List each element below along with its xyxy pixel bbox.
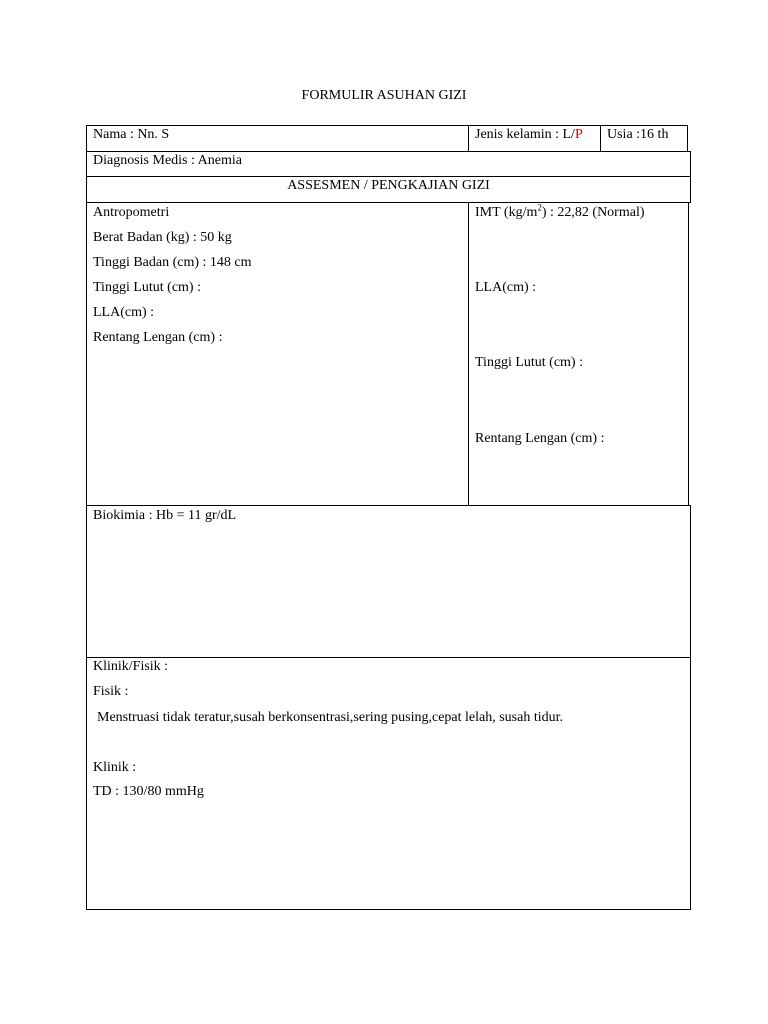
klinik-fisik-heading: Klinik/Fisik : bbox=[93, 659, 169, 674]
rentang-lengan-right: Rentang Lengan (cm) : bbox=[475, 431, 605, 446]
assessment-header: ASSESMEN / PENGKAJIAN GIZI bbox=[287, 178, 490, 193]
identity-row bbox=[86, 125, 688, 152]
gender-prefix: Jenis kelamin : L/ bbox=[475, 127, 575, 142]
antropometri-heading: Antropometri bbox=[93, 205, 170, 220]
antropometri-section bbox=[86, 202, 689, 506]
imt-suffix: ) : 22,82 (Normal) bbox=[541, 205, 645, 220]
fisik-text: Menstruasi tidak teratur,susah berkonsentrasi,sering pusing,cepat lelah, susah tidur. bbox=[97, 710, 563, 725]
diagnosis-medis: Diagnosis Medis : Anemia bbox=[93, 153, 242, 168]
biokimia: Biokimia : Hb = 11 gr/dL bbox=[93, 508, 237, 523]
gender-field bbox=[475, 127, 583, 143]
biokimia-section bbox=[86, 505, 691, 658]
imt-prefix: IMT (kg/m bbox=[475, 205, 538, 220]
imt-value bbox=[475, 202, 645, 221]
berat-badan: Berat Badan (kg) : 50 kg bbox=[93, 230, 232, 245]
form-title: FORMULIR ASUHAN GIZI bbox=[301, 88, 467, 103]
klinik-label: Klinik : bbox=[93, 760, 137, 775]
fisik-label: Fisik : bbox=[93, 684, 129, 699]
gender-selected: P bbox=[574, 127, 583, 142]
lla-right: LLA(cm) : bbox=[475, 280, 537, 295]
patient-age: Usia :16 th bbox=[607, 127, 669, 142]
tinggi-lutut-right: Tinggi Lutut (cm) : bbox=[475, 355, 583, 370]
imt-superscript: 2 bbox=[537, 202, 542, 213]
rentang-lengan-left: Rentang Lengan (cm) : bbox=[93, 330, 223, 345]
lla-left: LLA(cm) : bbox=[93, 305, 155, 320]
identity-divider-1 bbox=[468, 125, 469, 152]
tekanan-darah: TD : 130/80 mmHg bbox=[93, 784, 204, 799]
tinggi-lutut-left: Tinggi Lutut (cm) : bbox=[93, 280, 201, 295]
tinggi-badan: Tinggi Badan (cm) : 148 cm bbox=[93, 255, 252, 270]
patient-name: Nama : Nn. S bbox=[93, 127, 170, 142]
antropometri-divider bbox=[468, 202, 469, 506]
identity-divider-2 bbox=[600, 125, 601, 152]
